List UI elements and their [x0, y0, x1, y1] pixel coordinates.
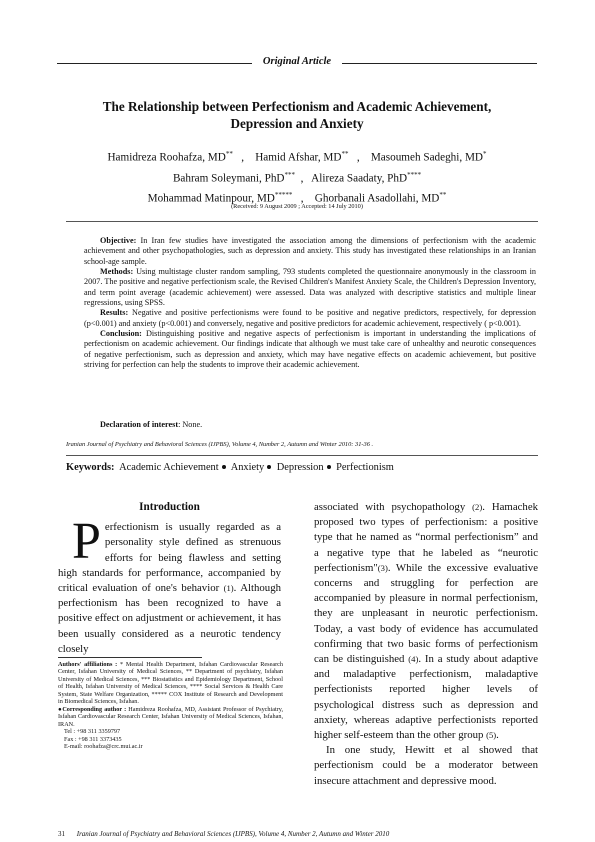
intro-text: .: [496, 729, 499, 742]
author-affil-mark: ****: [407, 170, 422, 179]
affiliations-label: Authors' affiliations :: [58, 661, 118, 668]
keyword-item: Perfectionism: [336, 462, 394, 473]
corresponding-author-text: Hamidreza Roohafza, MD, Assistant Professor of Psychiatry, Isfahan Cardiovascular Research Center, Isfahan University of Medical Sciences, Isfahan, IRAN.: [58, 705, 284, 728]
keyword-item: Academic Achievement: [119, 462, 219, 473]
corresponding-author: [58, 706, 283, 728]
abstract-results: [84, 308, 536, 329]
footnote-rule: [58, 657, 202, 658]
abstract-methods: [84, 267, 536, 308]
abstract-top-rule: [66, 221, 538, 222]
intro-text: . Hamachek proposed two types of perfectionism: a positive type that he named as “normal perfectionism” and a negative type that he labeled as “neurotic perfectionism": [314, 501, 539, 574]
abstract-results-label: Results:: [100, 308, 129, 318]
intro-text: . In a study about adaptive and maladaptive perfectionism, maladaptive perfectionists reported higher levels of psychological distress such as depression and anxiety, whereas adaptive perfectionists reported higher self-esteem than the other group: [314, 653, 538, 742]
footnote: [58, 661, 283, 750]
intro-paragraph-2: In one study, Hewitt et al showed that perfectionism could be a moderator between insecure attachment and depressive mood.: [314, 744, 538, 787]
authors-line-3: Mohammad Matinpour, MD***** , Ghorbanali Asadollahi, MD**: [147, 191, 447, 206]
article-type-label: Original Article: [262, 56, 332, 67]
declaration-label: Declaration of interest: [100, 420, 179, 429]
abstract-results-text: Negative and positive perfectionisms were found to be positive and negative predictors, respectively, for depression (p<0.001) and anxiety (p<0.001) and conversely, negative and positive predictors for academic achievement, respectively ( p<0.001).: [84, 308, 536, 328]
author-affil-mark: **: [341, 150, 349, 158]
keywords: [66, 462, 536, 473]
abstract-objective-label: Objective:: [100, 236, 137, 245]
abstract-objective: [84, 236, 536, 267]
author-name: Alireza Saadaty, PhD: [311, 172, 408, 185]
keyword-item: Depression: [276, 462, 324, 473]
journal-citation: Iranian Journal of Psychiatry and Behavioral Sciences (IJPBS), Volume 4, Number 2, Autumn and Winter 2010: 31-36 .: [66, 441, 374, 448]
authors-line-2: Bahram Soleymani, PhD*** , Alireza Saadaty, PhD****: [172, 170, 422, 185]
article-type-header: [57, 56, 537, 70]
intro-text: associated with psychopathology: [314, 501, 466, 513]
citation-ref: (4): [408, 654, 419, 665]
intro-paragraph-1: [58, 513, 282, 657]
bullet-icon: [222, 465, 226, 469]
title-line-1: The Relationship between Perfectionism and Academic Achievement,: [102, 99, 492, 114]
keywords-top-rule: [66, 455, 538, 456]
abstract: [84, 236, 536, 370]
abstract-methods-text: Using multistage cluster random sampling, 793 students completed the questionnaire anonymously in the classroom in 2007. The positive and negative perfectionism scale, the Revised Children's Manifest Anxiety Scale, the Children's Depression Inventory, and term point average (academic achievement) were assessed. Data was analyzed with descriptive statistics and multiple linear regressions, using SPSS.: [84, 267, 536, 308]
intro-text: erfectionism is usually regarded as a personality style defined as strenuous efforts for being flawless and setting high standards for performance, accompanied by critical evaluation of one's behavior: [58, 521, 281, 595]
author-name: Mohammad Matinpour, MD: [147, 193, 275, 206]
affiliations-text: * Mental Health Department, Isfahan Cardiovascular Research Center, Isfahan University of Medical Sciences, ** Department of psychiatry, Isfahan University of Medical Sciences, *** Biostatistics and Epidemiology Department, School of Health, Isfahan University of Medical Sciences, **** Social Services & Health Care System, State Welfare Organization, ***** COX Institute of Research and Development in Biomedical Sciences, Isfahan.: [58, 661, 283, 706]
intro-paragraph-1-cont: [314, 500, 538, 743]
abstract-objective-text: In Iran few studies have investigated the association among the dimensions of perfectionism with the academic achievement and other psychopathologies, such as depression and anxiety. This study has investigated these relationships in an Iranian school-age sample.: [84, 236, 537, 266]
bullet-icon: [327, 465, 331, 469]
authors-line-1: Hamidreza Roohafza, MD** , Hamid Afshar, MD** , Masoumeh Sadeghi, MD*: [107, 150, 487, 164]
author-affil-mark: ***: [284, 170, 295, 179]
citation-ref: (3): [377, 562, 388, 573]
abstract-conclusion-text: Distinguishing positive and negative aspects of perfectionism is important in understanding the implications of perfectionism on academic achievement. Our findings indicate that although we must take care of unhealthy and neurotic consequences of negative perfectionism, such as depression and anxiety, which may have negative effects on academic achievement, but positive striving for perfection can help the students to improve their academic achievement.: [84, 329, 537, 370]
abstract-methods-label: Methods:: [100, 267, 134, 277]
keywords-label: Keywords:: [66, 462, 115, 473]
affiliations: [58, 661, 283, 706]
title-line-2: Depression and Anxiety: [230, 116, 364, 131]
author-name: Hamidreza Roohafza, MD: [107, 151, 226, 164]
intro-text: . Although perfectionism has been recognized to have a positive effect on adjustment or achievement, it has been usually considered as a neurotic tendency closely: [58, 582, 282, 655]
author-name: Bahram Soleymani, PhD: [172, 172, 285, 185]
left-column: [58, 500, 281, 657]
author-affil-mark: *****: [274, 191, 293, 200]
abstract-conclusion-label: Conclusion:: [100, 329, 142, 339]
keyword-item: Anxiety: [230, 462, 265, 473]
page-footer: [58, 830, 538, 838]
corresponding-author-label: ●Corresponding author :: [58, 705, 127, 713]
bullet-icon: [267, 465, 271, 469]
paper-title: [57, 98, 537, 132]
header-rule-right: [342, 63, 537, 64]
email: E-mail: roohafza@crc.mui.ac.ir: [64, 742, 143, 750]
author-affil-mark: *: [483, 150, 487, 158]
section-heading-introduction: Introduction: [139, 501, 200, 513]
telephone: Tel : +98 311 3359797: [64, 728, 121, 736]
citation-ref: (2): [472, 502, 483, 512]
page-number: 31: [58, 830, 65, 838]
drop-cap: P: [72, 513, 101, 571]
received-dates: (Received: 9 August 2009 ; Accepted: 14 July 2010): [231, 203, 363, 210]
author-affil-mark: **: [439, 191, 447, 200]
fax: Fax : +98 311 3373435: [64, 735, 122, 743]
intro-text: . While the excessive evaluative concerns and struggling for perfection are accompanied by pleasure in normal perfectionism, they are unpleasant in neurotic perfectionism. Today, a vast body of evidence has accumulated confirming that two basic forms of perfectionism can be distinguished: [314, 561, 538, 666]
declaration-text: : None.: [178, 420, 203, 429]
author-name: Ghorbanali Asadollahi, MD: [314, 193, 440, 206]
author-name: Hamid Afshar, MD: [255, 151, 342, 164]
right-column: [314, 500, 538, 789]
footer-journal: Iranian Journal of Psychiatry and Behavioral Sciences (IJPBS), Volume 4, Number 2, Autumn and Winter 2010: [76, 830, 390, 838]
author-affil-mark: **: [225, 150, 233, 158]
citation-ref: (1): [223, 583, 234, 594]
citation-ref: (5): [486, 730, 497, 741]
author-name: Masoumeh Sadeghi, MD: [370, 151, 484, 164]
abstract-conclusion: [84, 329, 536, 370]
declaration-of-interest: [84, 420, 536, 429]
author-list: [57, 146, 537, 208]
